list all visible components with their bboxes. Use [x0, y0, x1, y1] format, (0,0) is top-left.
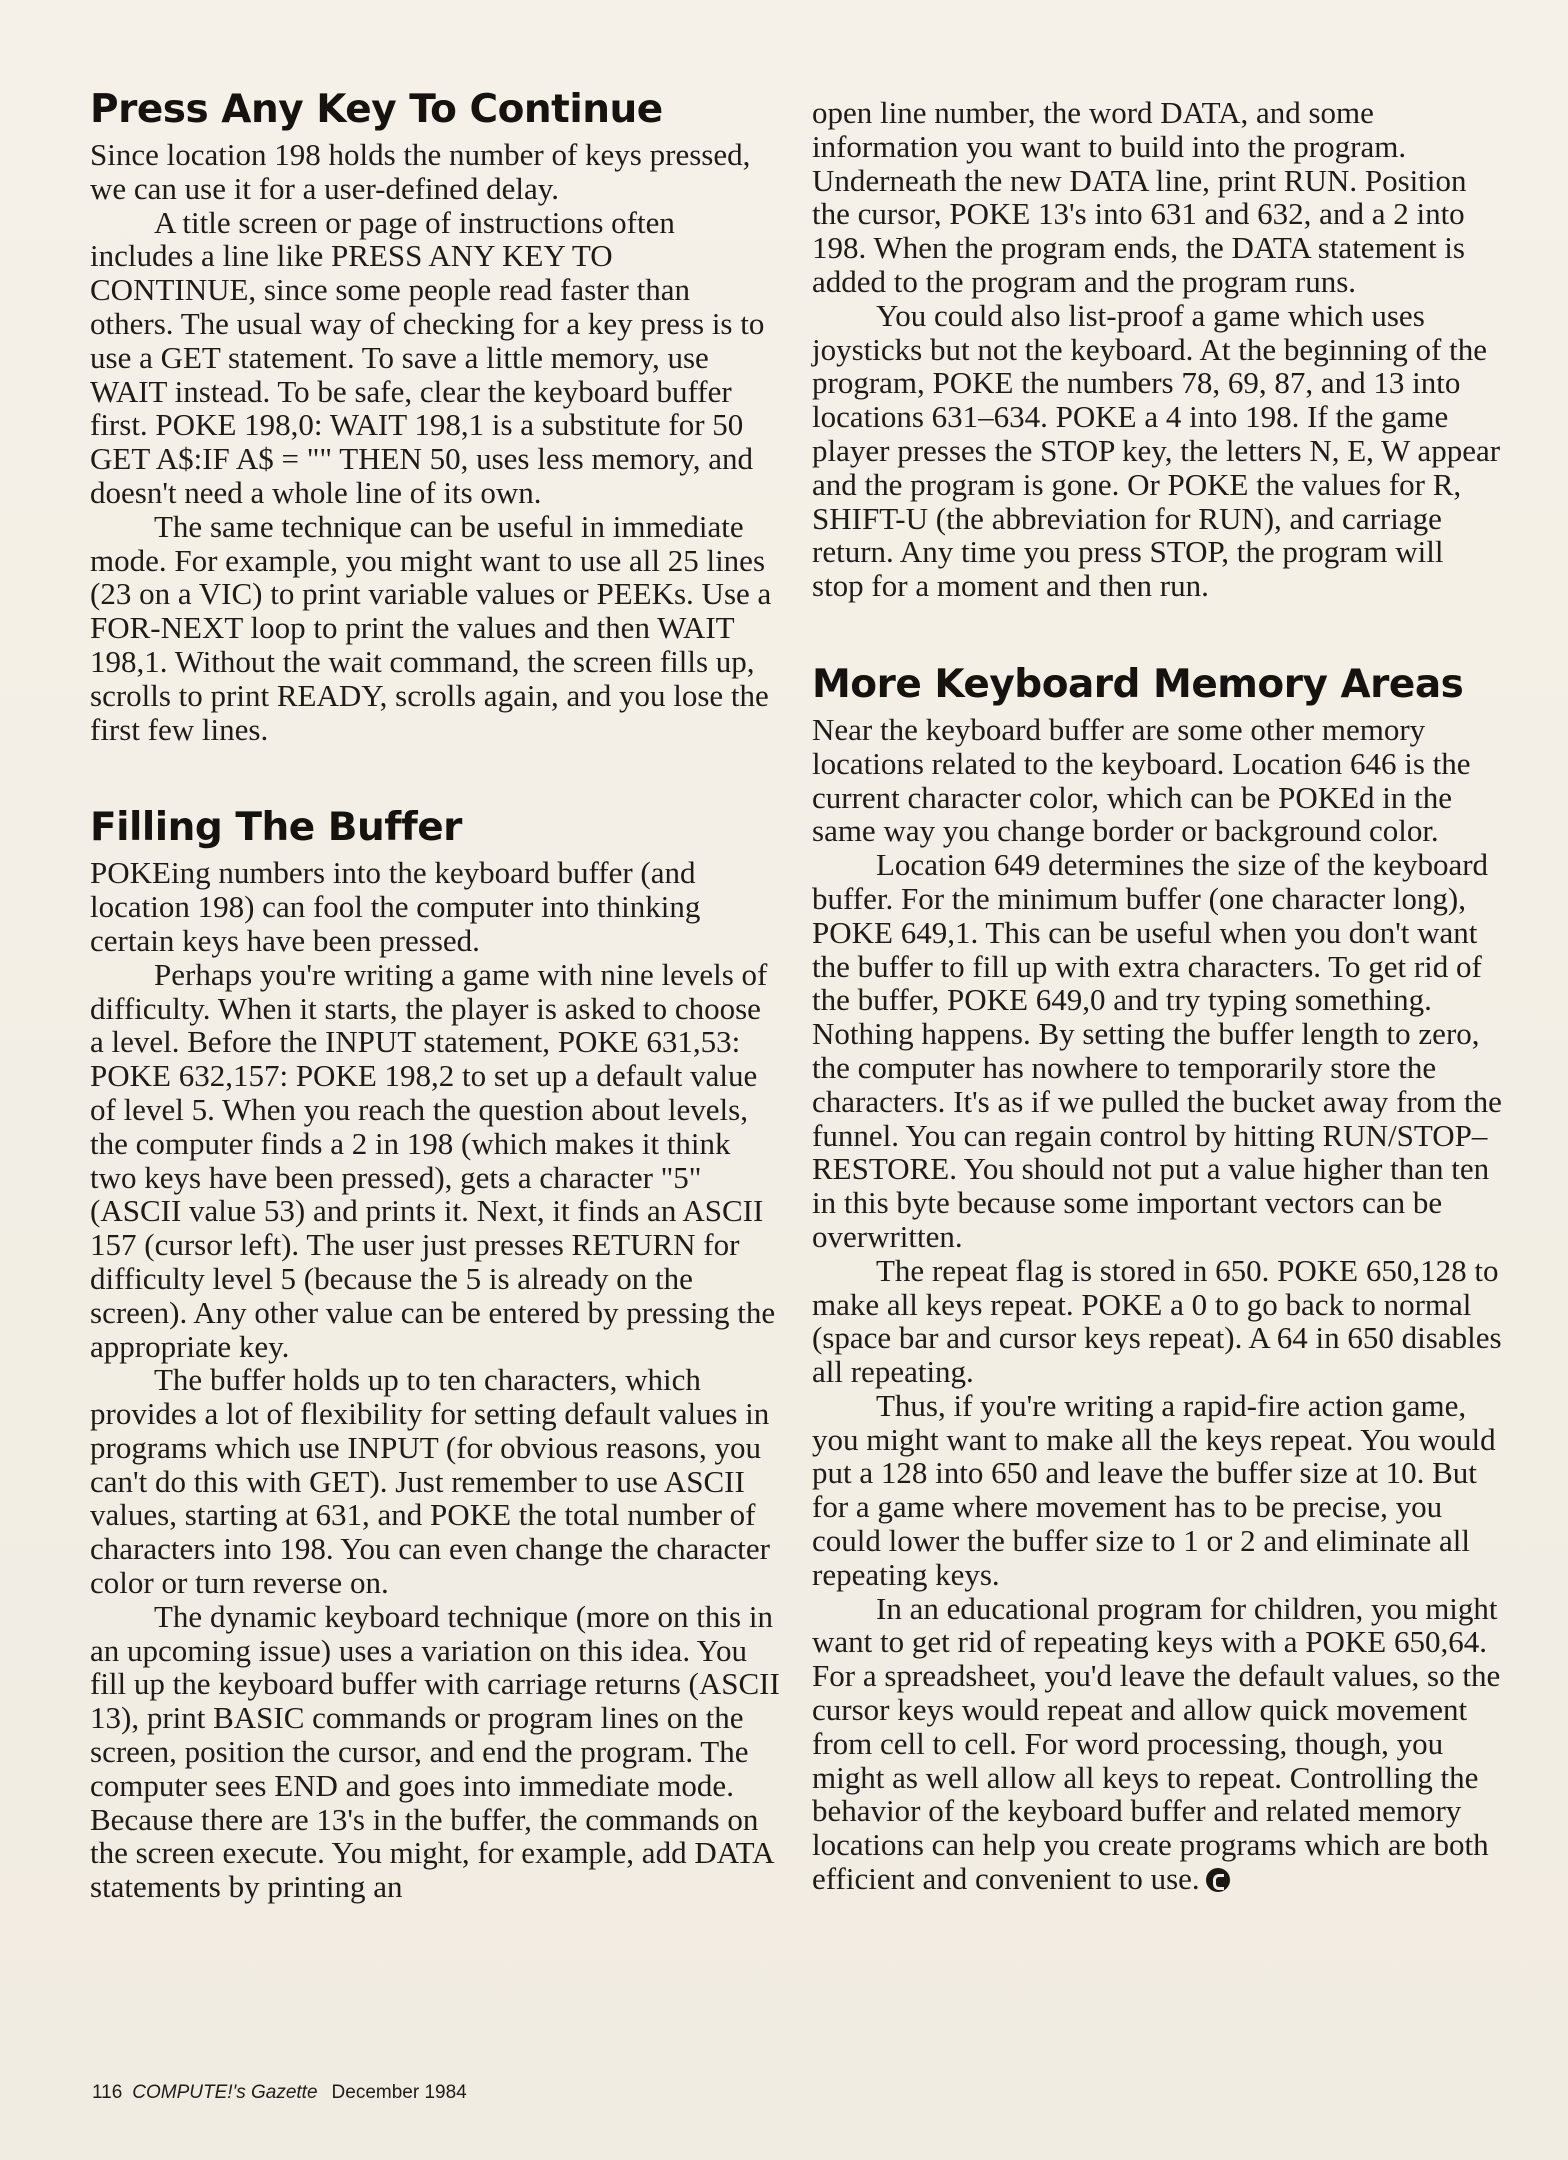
publication-name: COMPUTE!'s Gazette	[132, 2082, 318, 2103]
compute-logo-icon	[1206, 1868, 1230, 1892]
paragraph: The buffer holds up to ten characters, which provides a lot of flexibility for setting default values in programs which use INPUT (for obvious reasons, you can't do this with GET). Just remember to use ASCII values, starting at 631, and POKE the total number of characters into 198. You can even change the character color or turn reverse on.	[90, 1362, 770, 1601]
paragraph: Near the keyboard buffer are some other memory locations related to the keyboard. Location 646 is the current character color, which can be POKEd in the same way you change border or background color.	[812, 711, 1471, 849]
heading-press-any-key: Press Any Key To Continue	[90, 87, 663, 132]
paragraph: Since location 198 holds the number of keys pressed, we can use it for a user-defined delay.	[90, 137, 751, 206]
paragraph: Location 649 determines the size of the keyboard buffer. For the minimum buffer (one character long), POKE 649,1. This can be useful when you don't want the buffer to fill up with extra characters. To get rid of the buffer, POKE 649,0 and try typing something. Nothing happens. By setting the buffer length to zero, the computer has nowhere to temporarily store the characters. It's as if we pulled the bucket away from the funnel. You can regain control by hitting RUN/STOP–RESTORE. You should not put a value higher than ten in this byte because some important vectors can be overwritten.	[812, 847, 1502, 1254]
paragraph: Thus, if you're writing a rapid-fire action game, you might want to make all the keys repeat. You would put a 128 into 650 and leave the buffer size at 10. But for a game where movement has to be precise, you could lower the buffer size to 1 or 2 and eliminate all repeating keys.	[812, 1387, 1496, 1592]
paragraph: The repeat flag is stored in 650. POKE 650,128 to make all keys repeat. POKE a 0 to go back to normal (space bar and cursor keys repeat). A 64 in 650 disables all repeating.	[812, 1252, 1502, 1390]
left-column	[90, 86, 780, 1904]
paragraph: The same technique can be useful in immediate mode. For example, you might want to use all 25 lines (23 on a VIC) to print variable values or PEEKs. Use a FOR-NEXT loop to print the values and then WAIT 198,1. Without the wait command, the screen fills up, scrolls to print READY, scrolls again, and you lose the first few lines.	[90, 508, 772, 747]
paragraph-final	[812, 1592, 1502, 1896]
paragraph: Perhaps you're writing a game with nine levels of difficulty. When it starts, the player is asked to choose a level. Before the INPUT statement, POKE 631,53: POKE 632,157: POKE 198,2 to set up a default value of level 5. When you reach the question about levels, the computer finds a 2 in 198 (which makes it think two keys have been pressed), gets a character "5" (ASCII value 53) and prints it. Next, it finds an ASCII 157 (cursor left). The user just presses RETURN for difficulty level 5 (because the 5 is already on the screen). Any other value can be entered by pressing the appropriate key.	[90, 956, 776, 1364]
issue-date: December 1984	[331, 2082, 467, 2103]
paragraph: You could also list-proof a game which uses joysticks but not the keyboard. At the beginning of the program, POKE the numbers 78, 69, 87, and 13 into locations 631–634. POKE a 4 into 198. If the game player presses the STOP key, the letters N, E, W appear and the program is gone. Or POKE the values for R, SHIFT-U (the abbreviation for RUN), and carriage return. Any time you press STOP, the program will stop for a moment and then run.	[812, 297, 1501, 604]
paragraph: The dynamic keyboard technique (more on this in an upcoming issue) uses a variation on this idea. You fill up the keyboard buffer with carriage returns (ASCII 13), print BASIC commands or program lines on the screen, position the cursor, and end the program. The computer sees END and goes into immediate mode. Because there are 13's in the buffer, the commands on the screen execute. You might, for example, add DATA statements by printing an	[90, 1598, 780, 1905]
right-column	[812, 96, 1502, 1896]
heading-filling-the-buffer: Filling The Buffer	[90, 805, 462, 851]
page-footer	[92, 2082, 467, 2104]
heading-more-keyboard-memory-areas: More Keyboard Memory Areas	[812, 661, 1464, 707]
paragraph: A title screen or page of instructions often includes a line like PRESS ANY KEY TO CONTINUE, since some people read faster than others. The usual way of checking for a key press is to use a GET statement. To save a little memory, use WAIT instead. To be safe, clear the keyboard buffer first. POKE 198,0: WAIT 198,1 is a substitute for 50 GET A$:IF A$ = "" THEN 50, uses less memory, and doesn't need a whole line of its own.	[90, 204, 765, 510]
page-number: 116	[92, 2082, 123, 2103]
paragraph: POKEing numbers into the keyboard buffer (and location 198) can fool the computer into thinking certain keys have been pressed.	[90, 855, 701, 958]
paragraph: open line number, the word DATA, and some information you want to build into the program. Underneath the new DATA line, print RUN. Position the cursor, POKE 13's into 631 and 632, and a 2 into 198. When the program ends, the DATA statement is added to the program and the program runs.	[812, 95, 1467, 299]
paragraph-final-text: In an educational program for children, you might want to get rid of repeating keys with a POKE 650,64. For a spreadsheet, you'd leave the default values, so the cursor keys would repeat and allow quick movement from cell to cell. For word processing, though, you might as well allow all keys to repeat. Controlling the behavior of the keyboard buffer and related memory locations can help you create programs which are both efficient and convenient to use.	[812, 1590, 1501, 1897]
